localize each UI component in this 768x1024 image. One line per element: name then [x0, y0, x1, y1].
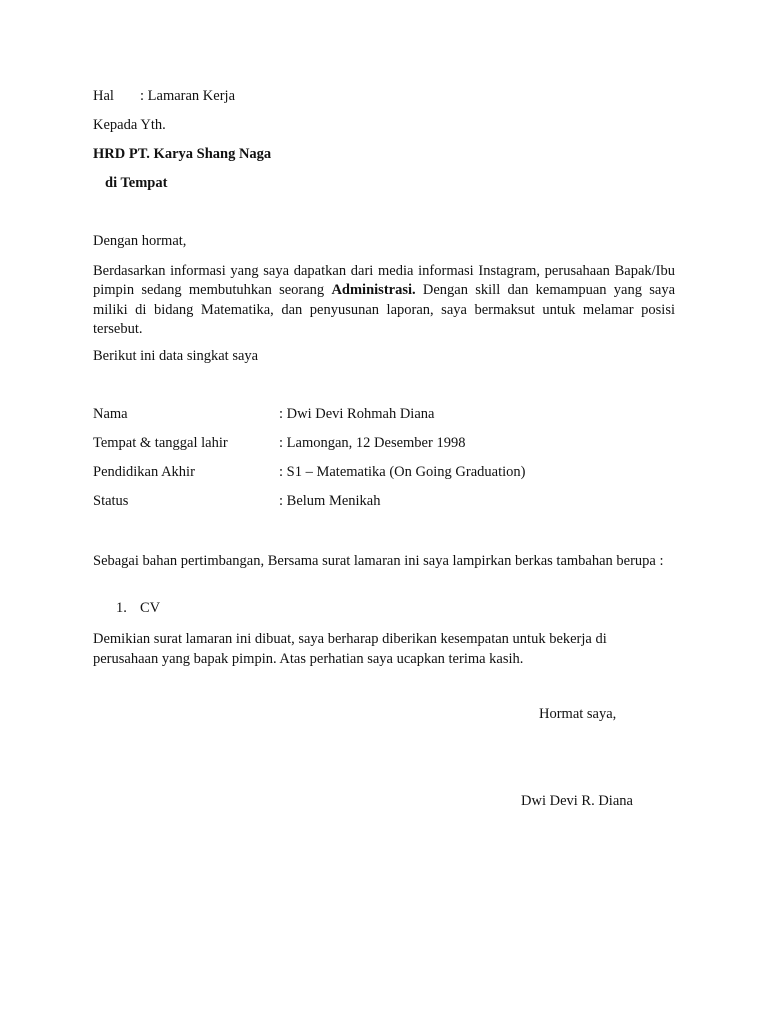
data-row-label: Tempat & tanggal lahir	[93, 435, 228, 451]
signature-name: Dwi Devi R. Diana	[521, 793, 633, 809]
greeting: Dengan hormat,	[93, 233, 187, 249]
data-row-label: Status	[93, 493, 129, 509]
data-row-value: : Belum Menikah	[279, 493, 381, 509]
data-row-label: Nama	[93, 406, 128, 422]
intro-text-part1: Berdasarkan informasi yang saya dapatkan dari media informasi Instagram, perusahaan Bapak/Ibu pimpin sedang membutuhkan seorang	[93, 263, 675, 299]
attachment-paragraph: Sebagai bahan pertimbangan, Bersama surat lamaran ini saya lampirkan berkas tambahan berupa :	[93, 553, 664, 569]
data-row-value: : Dwi Devi Rohmah Diana	[279, 406, 435, 422]
recipient-place: di Tempat	[105, 175, 168, 191]
data-intro: Berikut ini data singkat saya	[93, 348, 259, 364]
recipient-name: HRD PT. Karya Shang Naga	[93, 146, 272, 162]
sign-off: Hormat saya,	[539, 706, 617, 722]
data-row-label: Pendidikan Akhir	[93, 464, 195, 480]
list-item-number: 1.	[116, 600, 127, 616]
to-label: Kepada Yth.	[93, 117, 166, 133]
subject-label: Hal	[93, 88, 114, 104]
subject-value: : Lamaran Kerja	[140, 88, 236, 104]
intro-paragraph	[93, 262, 675, 339]
intro-text-part2: Dengan skill dan kemampuan yang saya miliki di bidang Matematika, dan penyusunan laporan, saya bermaksut untuk melamar posisi tersebut.	[93, 282, 676, 337]
data-row-value: : Lamongan, 12 Desember 1998	[279, 435, 466, 451]
data-row-value: : S1 – Matematika (On Going Graduation)	[279, 464, 526, 480]
list-item: CV	[140, 600, 161, 616]
intro-position: Administrasi.	[331, 282, 416, 299]
closing-paragraph: Demikian surat lamaran ini dibuat, saya berharap diberikan kesempatan untuk bekerja di perusahaan yang bapak pimpin. Atas perhatian saya ucapkan terima kasih.	[93, 631, 607, 667]
